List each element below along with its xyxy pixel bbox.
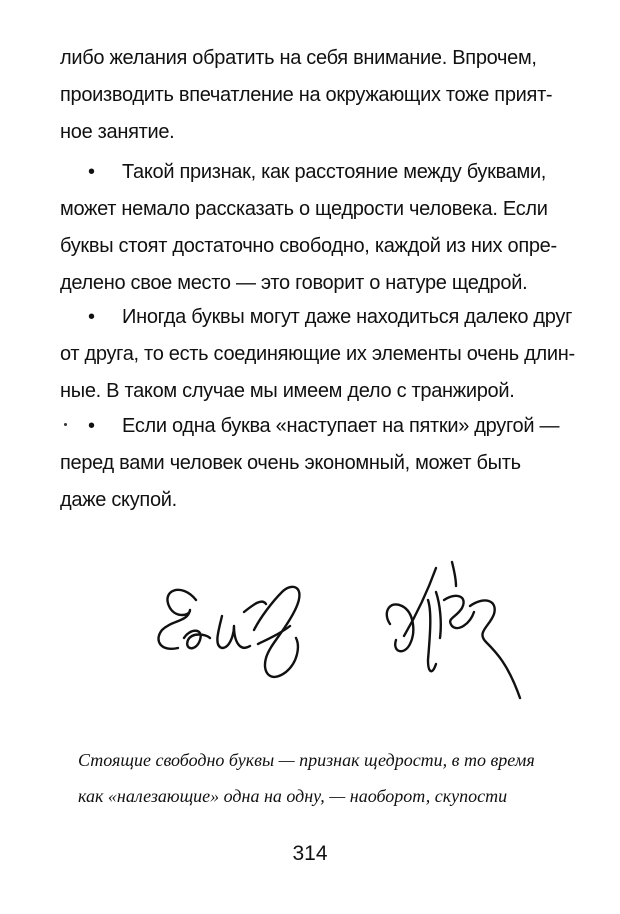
- text-line: Иногда буквы могут даже находиться далеко друг: [122, 306, 573, 328]
- caption-line: Стоящие свободно буквы — признак щедрости, в то время: [78, 750, 535, 770]
- print-speck: [64, 423, 67, 426]
- bullet-icon: •: [88, 161, 95, 183]
- text-line: даже скупой.: [60, 489, 177, 511]
- text-line: Если одна буква «наступает на пятки» другой —: [122, 415, 560, 437]
- bullet-paragraph-distance: [60, 299, 588, 410]
- paragraph-intro: [60, 40, 588, 151]
- text-line: буквы стоят достаточно свободно, каждой из них опре-: [60, 235, 557, 257]
- text-line: либо желания обратить на себя внимание. Впрочем,: [60, 47, 537, 69]
- bullet-paragraph-overlap: [60, 408, 588, 519]
- text-line: перед вами человек очень экономный, может быть: [60, 452, 521, 474]
- text-line: Такой признак, как расстояние между буквами,: [122, 161, 547, 183]
- bullet-paragraph-spacing: [60, 154, 588, 302]
- text-line: от друга, то есть соединяющие их элементы очень длин-: [60, 343, 575, 365]
- text-line: ные. В таком случае мы имеем дело с транжирой.: [60, 380, 515, 402]
- signature-right-icon: [387, 562, 520, 698]
- signature-drawings: [0, 560, 620, 710]
- text-line: ное занятие.: [60, 121, 175, 143]
- text-line: делено свое место — это говорит о натуре щедрой.: [60, 272, 528, 294]
- text-line: производить впечатление на окружающих тоже прият-: [60, 84, 553, 106]
- bullet-icon: •: [88, 415, 95, 437]
- caption-line: как «налезающие» одна на одну, — наоборот, скупости: [78, 786, 508, 806]
- page-number: 314: [292, 842, 328, 865]
- figure-caption: [78, 742, 598, 814]
- signature-illustration: [0, 560, 620, 710]
- text-line: может немало рассказать о щедрости человека. Если: [60, 198, 548, 220]
- signature-left-icon: [159, 587, 300, 677]
- bullet-icon: •: [88, 306, 95, 328]
